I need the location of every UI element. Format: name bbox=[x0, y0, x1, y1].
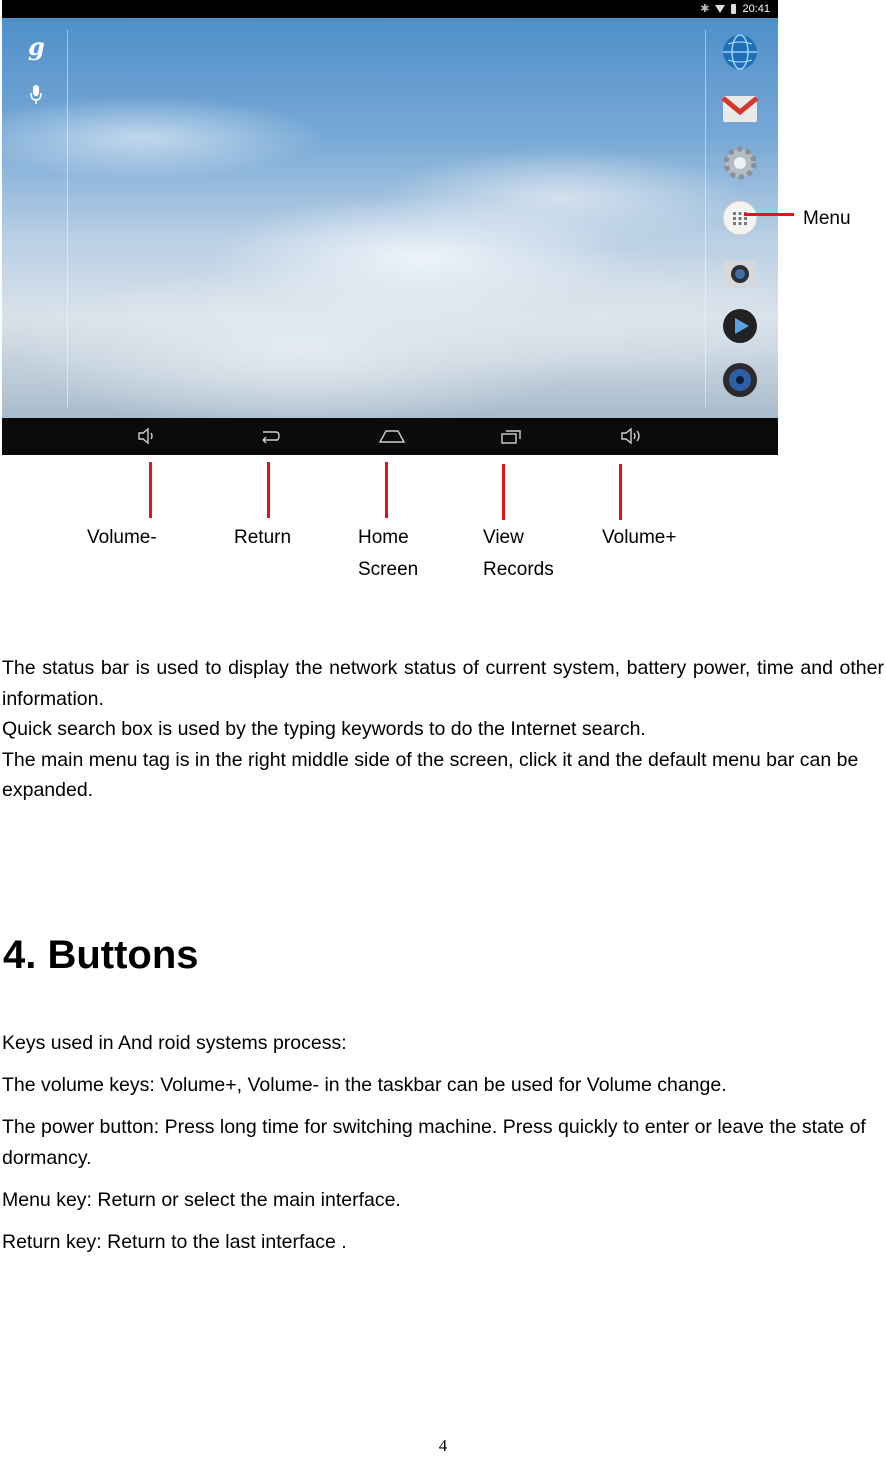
status-bar bbox=[2, 0, 778, 18]
callout-line-view-records bbox=[502, 464, 505, 520]
callout-home-screen bbox=[358, 522, 418, 586]
camera-icon[interactable] bbox=[720, 253, 760, 293]
volume-up-icon[interactable] bbox=[620, 426, 644, 446]
callout-view-line1: View bbox=[483, 527, 524, 548]
status-time: 20:41 bbox=[742, 2, 770, 15]
callout-line-menu bbox=[744, 213, 794, 216]
recent-apps-icon[interactable] bbox=[499, 426, 523, 446]
search-paragraph: Quick search box is used by the typing keywords to do the Internet search. bbox=[2, 718, 646, 740]
return-key-text: Return key: Return to the last interface . bbox=[2, 1231, 347, 1253]
search-bar-divider bbox=[67, 30, 68, 408]
keys-intro: Keys used in And roid systems process: bbox=[2, 1032, 347, 1054]
buttons-description bbox=[2, 1028, 884, 1269]
callout-volume-down: Volume- bbox=[87, 527, 157, 548]
video-player-icon[interactable] bbox=[720, 306, 760, 346]
callout-home-line2: Screen bbox=[358, 559, 419, 580]
home-wallpaper bbox=[2, 18, 778, 418]
callout-return: Return bbox=[234, 527, 292, 548]
bluetooth-icon: ✱ bbox=[700, 3, 710, 15]
callout-view-records bbox=[483, 522, 554, 586]
status-bar-paragraph: The status bar is used to display the network status of current system, battery power, time and other information. bbox=[2, 657, 884, 710]
menu-paragraph: The main menu tag is in the right middle side of the screen, click it and the default menu bar can be expanded. bbox=[2, 748, 859, 801]
callout-line-return bbox=[267, 462, 270, 518]
callout-line-volume-up bbox=[619, 464, 622, 520]
gmail-icon[interactable] bbox=[720, 88, 760, 128]
volume-keys-text: The volume keys: Volume+, Volume- in the taskbar can be used for Volume change. bbox=[2, 1074, 727, 1096]
music-speaker-icon[interactable] bbox=[720, 360, 760, 400]
callout-line-home bbox=[385, 462, 388, 518]
intro-text bbox=[2, 653, 884, 806]
callout-menu: Menu bbox=[803, 208, 851, 229]
navigation-bar bbox=[2, 418, 778, 455]
app-drawer-menu-icon[interactable] bbox=[720, 198, 760, 238]
callout-volume-up: Volume+ bbox=[602, 527, 677, 548]
dock-divider bbox=[705, 30, 706, 408]
home-icon[interactable] bbox=[378, 426, 406, 446]
back-arrow-icon[interactable] bbox=[258, 426, 282, 446]
tablet-screenshot bbox=[2, 0, 778, 455]
volume-down-icon[interactable] bbox=[136, 426, 160, 446]
browser-globe-icon[interactable] bbox=[720, 32, 760, 72]
menu-key-text: Menu key: Return or select the main interface. bbox=[2, 1189, 401, 1211]
callout-view-line2: Records bbox=[483, 559, 554, 580]
power-button-text: The power button: Press long time for switching machine. Press quickly to enter or leave the state of dormancy. bbox=[2, 1116, 866, 1169]
voice-search-icon[interactable] bbox=[29, 84, 43, 106]
callout-line-volume-down bbox=[149, 462, 152, 518]
settings-gear-icon[interactable] bbox=[720, 143, 760, 183]
wifi-icon bbox=[715, 5, 725, 13]
section-heading: 4. Buttons bbox=[3, 933, 199, 977]
page-number: 4 bbox=[438, 1436, 448, 1455]
battery-icon bbox=[731, 4, 736, 14]
google-search-icon[interactable]: g bbox=[28, 32, 45, 61]
callout-home-line1: Home bbox=[358, 527, 409, 548]
